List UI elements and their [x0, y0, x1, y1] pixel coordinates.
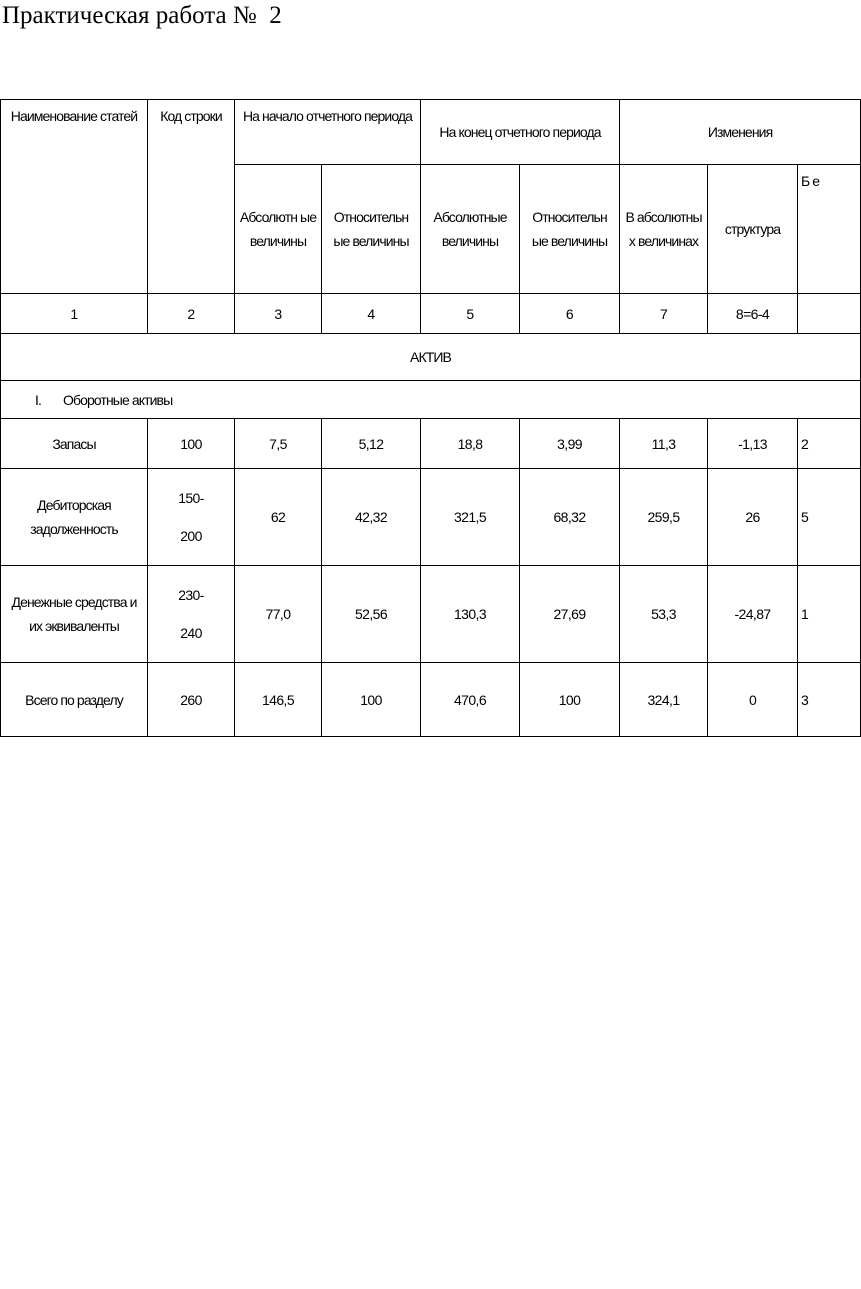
- subsection-title: Оборотные активы: [62, 391, 173, 408]
- col-number-7: 7: [620, 294, 708, 334]
- subsection-number: I.: [35, 391, 41, 408]
- header-end-rel: Относительн ые величины: [520, 165, 620, 294]
- row-end-abs: 18,8: [421, 419, 520, 469]
- subsection-cell: [1, 381, 861, 419]
- row-change-abs: 324,1: [620, 663, 708, 737]
- row-change-structure: 0: [708, 663, 798, 737]
- column-number-row: [1, 294, 861, 334]
- table-row: [1, 566, 861, 663]
- row-change-abs: 53,3: [620, 566, 708, 663]
- header-change-structure: структура: [708, 165, 798, 294]
- document-title: Практическая работа № 2: [2, 2, 282, 29]
- balance-table-wrapper: [0, 99, 820, 741]
- row-start-abs: 7,5: [235, 419, 322, 469]
- row-start-rel: 100: [322, 663, 421, 737]
- row-change-abs: 11,3: [620, 419, 708, 469]
- row-start-rel: 42,32: [322, 469, 421, 566]
- table-row: [1, 663, 861, 737]
- col-number-8: 8=6-4: [708, 294, 798, 334]
- row-end-abs: 321,5: [421, 469, 520, 566]
- balance-analysis-table: [0, 99, 861, 737]
- row-change-structure: -1,13: [708, 419, 798, 469]
- row-start-abs: 77,0: [235, 566, 322, 663]
- header-change-extra: Б е: [798, 165, 861, 294]
- row-code: 260: [148, 663, 235, 737]
- col-number-9: [798, 294, 861, 334]
- row-code: 150- 200: [148, 469, 235, 566]
- row-change-structure: -24,87: [708, 566, 798, 663]
- header-change-abs: В абсолютны х величинах: [620, 165, 708, 294]
- row-change-extra: 5: [798, 469, 861, 566]
- row-end-abs: 470,6: [421, 663, 520, 737]
- row-change-abs: 259,5: [620, 469, 708, 566]
- col-number-6: 6: [520, 294, 620, 334]
- row-start-rel: 52,56: [322, 566, 421, 663]
- row-change-extra: 2: [798, 419, 861, 469]
- row-code: 100: [148, 419, 235, 469]
- row-name: Дебиторская задолженность: [1, 469, 148, 566]
- row-name: Денежные средства и их эквиваленты: [1, 566, 148, 663]
- row-name: Всего по разделу: [1, 663, 148, 737]
- row-end-rel: 27,69: [520, 566, 620, 663]
- header-start-period: На начало отчетного периода: [235, 100, 421, 165]
- row-name: Запасы: [1, 419, 148, 469]
- header-code: Код строки: [148, 100, 235, 294]
- subsection-row: [1, 381, 861, 419]
- header-start-rel: Относительн ые величины: [322, 165, 421, 294]
- row-change-structure: 26: [708, 469, 798, 566]
- header-end-abs: Абсолютные величины: [421, 165, 520, 294]
- header-changes: Изменения: [620, 100, 861, 165]
- row-code: 230- 240: [148, 566, 235, 663]
- header-name: Наименование статей: [1, 100, 148, 294]
- header-start-abs: Абсолютн ые величины: [235, 165, 322, 294]
- row-change-extra: 1: [798, 566, 861, 663]
- row-end-rel: 100: [520, 663, 620, 737]
- row-end-abs: 130,3: [421, 566, 520, 663]
- section-row: [1, 334, 861, 381]
- header-end-period: На конец отчетного периода: [421, 100, 620, 165]
- header-row-1: [1, 100, 861, 165]
- row-start-abs: 146,5: [235, 663, 322, 737]
- col-number-4: 4: [322, 294, 421, 334]
- row-end-rel: 68,32: [520, 469, 620, 566]
- row-start-rel: 5,12: [322, 419, 421, 469]
- row-start-abs: 62: [235, 469, 322, 566]
- row-end-rel: 3,99: [520, 419, 620, 469]
- col-number-2: 2: [148, 294, 235, 334]
- col-number-1: 1: [1, 294, 148, 334]
- col-number-3: 3: [235, 294, 322, 334]
- section-title: АКТИВ: [1, 334, 861, 381]
- table-row: [1, 419, 861, 469]
- col-number-5: 5: [421, 294, 520, 334]
- table-row: [1, 469, 861, 566]
- row-change-extra: 3: [798, 663, 861, 737]
